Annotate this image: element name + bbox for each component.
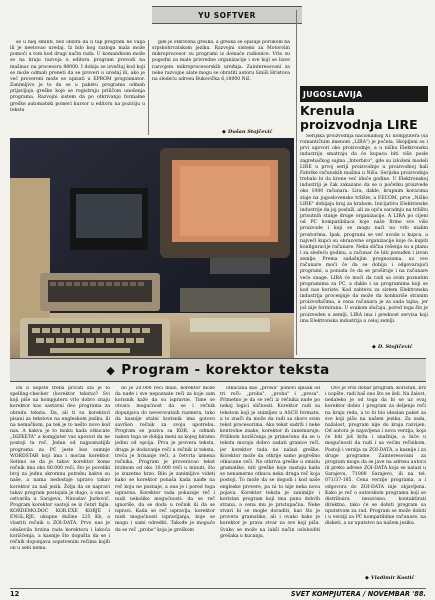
top-text-column-2 (152, 40, 290, 128)
program-column-2-paragraph: do je 20.000 reči malo, korektor može da nađe i sve nepoznate reči za koje sam korisnik kaže da su ispravne. Time se otvara mogućnost da se i rečnik dopunjava do neverovatnih razmera, tako da kasnije stalni korisnik ima gotovo savršen rečnik za svoju upotrebu. Program se poziva sa KOR, a odmah nakon toga se dobija meni sa kojeg biramo jednu od opcija. Prva je provera teksta, druga je dodavanje reči u rečnik iz teksta, treća je brisanje reči, a četvrta izmena rečnika. Program je proveravao tekst brzinom od oko 10.000 reči u minuti, što je izuzetno brzo. Bilo je zanimljivo videti kako se korektor ponaša kada naiđe na reč koju ne poznaje, a ona je i pored toga ispravna. Korektor tada pokazuje reč i nudi nekoliko mogućnosti: da se reč ignoriše, da se doda u rečnik ili da se ispravi. Kada se reč ispravlja, korektor nudi mogućnosti ispravljanja, koje se mogu i sami odrediti. Takođe je moguće da se reč „probe" koja je greškom (115, 386, 215, 533)
diamond-icon: ◆ (106, 363, 116, 377)
program-column-2 (115, 386, 215, 584)
section-header (152, 6, 302, 24)
page-footer (10, 588, 426, 598)
photo-commodore-setup (10, 138, 294, 376)
program-signature: ◆ Vladimir Kostić (365, 575, 415, 581)
program-column-4-paragraph: Ovo je vrlo dobar program, koristan, brz i uopšte, radi baš ono što se želi. Na žalost, nedaleko je od toga da bi se uz ovaj korektor dobio i program za deljenje reči na kraju reda, a to bi bio idealan paket za sve koji pišu na našem jeziku. Za sada, nažalost, program nije do kraja razvijen. Od autora je najavljena i nova verzija, koja će biti još brža i snažnija, a biće u mogućnosti da radi i sa većim rečnikom. Postoji i verzija za ZOI-DATA, a kasnije i za druge programe. Zainteresovani za program mogu da se jave na adresu autora ili preko adrese ZOI-DATA koja se nalazi u Sarajevu, 71000 Sarajevo, ili na tel. 071/37-185. Cena verzije programa, a i odgovora do ZOI-DATA nije objavljena. Kako je reč o autorskom programu koji se distribuira nezavisno, kontaktirati direktno, tako će se dobiti program sa uputstvom za rad. Program se može dobiti i u verziji za PC kompatibilne računare, na disketi, a uz uputstvo na našem jeziku. (325, 386, 426, 527)
program-article-banner (10, 358, 426, 382)
program-column-1 (10, 386, 110, 584)
kicker-label: JUGOSLAVIJA (300, 86, 428, 102)
program-column-3-paragraph: otkucana kao „prowa" ponovi spisak od tri reči: „proba", „proba" i „prosa". Primetno je da se reči iz rečnika nude po nekoj logici sličnosti. Korektor radi sa tekstom koji je snimljen u ASCII formatu, a to znači da može da radi sa skoro svim tekst procesorima. Ako tekst sadrži i neke kontrolne znake, korektor ih zanemaruje. Prilikom korišćenja je primećeno da se u tekstu moraju dobro zadati granice reči, jer korektor tada ne nalazi greške. Korektor može da otkrije samo pogrešno otkucane reči. Ne otkriva greške u smislu gramatike, niti greške koje nastaju kada se nenamerno otkuca neka druga reč koja postoji. To može da se dogodi i kod naše engleske provere, pa ni to nije neka nova pojava. Korektor teksta je zanimljiv i koristan program koji ima puno dobrih strana, a cena mu je pristupačna. Neke stvari bi se mogle doraditi, kao što je provera gramatike, ali i ovako kako je korektor je prava stvar za sve koji pišu. Svako se može na lakši način osloboditi grešaka u kucanju. (220, 386, 320, 539)
diamond-icon: ◆ (365, 575, 369, 581)
section-title: YU SOFTVER (198, 10, 256, 20)
top-text-column-1 (10, 40, 145, 135)
program-article-headline: Program - korektor teksta (121, 362, 330, 378)
lire-article-body (300, 134, 428, 342)
program-column-4 (325, 386, 426, 572)
program-column-3 (220, 386, 320, 584)
page-number: 12 (10, 590, 20, 598)
article-headline: Krenula proizvodnja LIRE (300, 103, 418, 132)
top-signature: ◆ Dušan Stojčević (222, 129, 273, 135)
top-column-1-paragraph: se u niej smiliti, bez obzira da li tap program ne valja ili je neetovao uredaj. Iz bilo kog razloga mala može pomoći u tom kod drugi način rada. U komandnom može se na kraju razvoja u editoru program prevodi na mašinac na procesoru 88000. I dobija se izveštaj kod koji se može odmah preneti da se proveri u uredaj ili, ako je već provereni može se upisati u EPROM programator. Zanimljivo je to da se u paketu programa odmah prijavljuju greške koje se registruju priličom unošenja programa. Razvojni sistem da po otkrivanju formalne greške automatski pomeri kursor u editoru na poziciju u tekstu (10, 40, 145, 113)
photo-illustration (10, 138, 294, 376)
diamond-icon: ◆ (372, 344, 376, 350)
diamond-icon: ◆ (222, 129, 226, 135)
issue-label: SVET KOMPJUTERA / NOVEMBAR '88. (290, 590, 426, 598)
lire-article-paragraph: Serijska proizvodnja nacionalnog XT kompjutera (sa romantičnim imenom „LIRA") je počela. Skopljeni su i prvi ugovori oko proizvodnje, a u nišku Elektronsku industriju smatraju da će kupaca biti više posle zagrebačkog sajma „Interbiro", gde su izloženi modeli LIRE u prvoj seriji proizvodnje u proizvodnoj hali Fabrike računskih mašina u Nišu. Serijska proizvodnja trebalo bi da krene već iduće godine. U Elektronskoj industriji je čak zakazano da se u početku proizvede oko 1000 računara. Lira, dakle, krupnim koracima staje na jugoslovensko tržište, a FECOM, prve „Niško LIRE" dobijaju kraj za krabom. Inicijativu Elektronske industrije da joj posluži, ali za opću saradnju na tržištu prisutnih stanje druge organizacije. A LIRA po cijeni od PC kompatibilaca koje naše firme sve više proizvode i koji se mogu naći na vrlo malim prostorima. Ipak, programi se već uvode u kupca, a najveći kupci su obrazovne organizacije koje će kupiti konfiguracije računare. Neka slična rešenja su u planu i za sledeću godinu, a računar će biti ponuđen i izvan zemlje. Prema sadašnjim prognozama, uz ove računare moći će da se dobiju i odgovarajući programi, a ponuda će da se proširuje i na računare veće snage. LIRA će moći da radi sa svim poznatim programima za PC, a dakle i sa programima koji se kod nas koriste. Kod zahteva za sistem Elektronska industrija procenjuje da može da konkuriše stranim proizvođačima, a cena računara je za sada tajna, jer još nije formirana. U svakom slučaju, pored toga što je proizveden u zemlji, LIRA ima i prednost servisa koji ima Elektronska industrija u celoj zemlji. (300, 134, 428, 324)
top-column-2-paragraph: gde je otkrivena greška, a greška se opisuje porukom na srpskohrvatskom jeziku. Razvojni sistemi za Motorolin mikroprocesor su programi iz domaće radionice. Vrlo su pogodni za male privredne organizacije i sve koji se bave razvojem mikroprocesorskih uređaja. Zainteresovani za neke razvojne alate mogu se obratiti autoru Siniši Hristova na sledeću adresu Bukovička 6,18000 Niš. (152, 40, 290, 82)
lire-signature: ◆ D. Stojičević (372, 344, 413, 350)
column-divider (296, 10, 297, 355)
column-divider (148, 40, 149, 135)
program-column-1-paragraph: Da li uopšte treba pričati šta je to spelling-checker (korektor teksta)? Svi koji piše na kompjuteru vrlo dobro znaju korektor kao sastavni deo programa za obradu teksta. Da, ali ti su korektori pisani za tekstove na engleskom jeziku, ili na nemačkom, pa tek je to nešto novo kod nas. A kakvu je to muku kada otkucate „DIZKETA" a kompjuter vas upozori da ne postoji ta reč. Jedan od najpoznatijih programa za PC jeste bez sumnje WORDSTAR koji ima i moćan korektor. Setimo se da je takav korektor kome rečnik ima oko 80.000 reči, što je poveliki broj za jednu skromnu potrebu kakve su naše, a nama nedostaje upravo takav korektor za naš jezik. Želja da se napravi takav program postojala je dugo, a ona se ostvarila u Sarajevu, Ninoslav Jurković. Program korektor sastoji se iz četiri fajla. KORDEMO.DOC KOR.EXE KORJE i ENGL.RJE, ukupne dužine 225 Kb, a vlastiti rečnik u ZOI-DATA. Prvo nas je oduševila brzina rada korektora i lakoća korišćenja, a kasnije što dopušta da se i rečnik dopunjava sopstvenim rečima kojih on u sebi nema. (10, 386, 110, 552)
